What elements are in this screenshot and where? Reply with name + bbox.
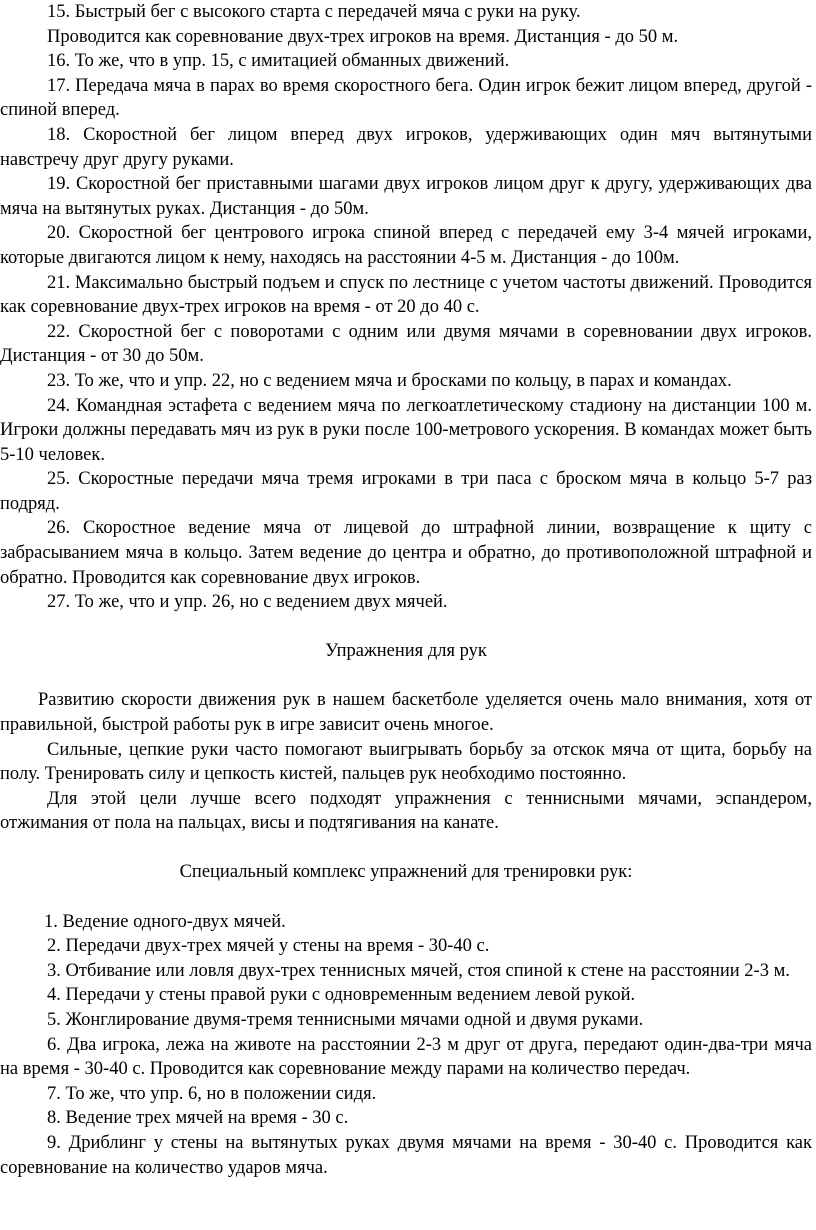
exercise-24: 24. Командная эстафета с ведением мяча по легкоатлетическому стадиону на дистанции 100 м. Игроки должны передавать мяч из рук в руки после 100-метрового ускорения. В командах может быть 5-10 человек.	[0, 395, 812, 465]
spacer	[0, 836, 812, 860]
exercise-15-note: Проводится как соревнование двух-трех игроков на время. Дистанция - до 50 м.	[47, 26, 679, 47]
exercise-17: 17. Передача мяча в парах во время скоростного бега. Один игрок бежит лицом вперед, другой - спиной вперед.	[0, 75, 812, 121]
complex-item-8: 8. Ведение трех мячей на время - 30 с.	[47, 1108, 349, 1129]
exercise-20: 20. Скоростной бег центрового игрока спиной вперед с передачей ему 3-4 мячей игроками, которые двигаются лицом к нему, находясь на расстоянии 4-5 м. Дистанция - до 100м.	[0, 223, 812, 268]
exercise-16: 16. То же, что в упр. 15, с имитацией обманных движений.	[47, 51, 510, 72]
complex-item-2: 2. Передачи двух-трех мячей у стены на время - 30-40 с.	[47, 936, 490, 957]
exercise-19: 19. Скоростной бег приставными шагами двух игроков лицом друг к другу, удерживающих два мяча на вытянутых руках. Дистанция - до 50м.	[0, 174, 812, 219]
exercise-21: 21. Максимально быстрый подъем и спуск по лестнице с учетом частоты движений. Проводится как соревнование двух-трех игроков на время - от 20 до 40 с.	[0, 272, 812, 318]
exercise-18: 18. Скоростной бег лицом вперед двух игроков, удерживающих один мяч вытянутыми навстречу друг другу руками.	[0, 124, 812, 170]
section-heading-complex: Специальный комплекс упражнений для тренировки рук:	[179, 862, 633, 882]
complex-item-3: 3. Отбивание или ловля двух-трех теннисных мячей, стоя спиной к стене на расстоянии 2-3 м.	[47, 960, 790, 981]
exercise-25: 25. Скоростные передачи мяча тремя игроками в три паса с броском мяча в кольцо 5-7 раз подряд.	[0, 469, 812, 514]
complex-item-6: 6. Два игрока, лежа на животе на расстоянии 2-3 м друг от друга, передают один-два-три мяча на время - 30-40 с. Проводится как соревнование между парами на количество передач.	[0, 1034, 812, 1080]
complex-item-5: 5. Жонглирование двумя-тремя теннисными мячами одной и двумя руками.	[47, 1009, 644, 1030]
exercise-22: 22. Скоростной бег с поворотами с одним или двумя мячами в соревновании двух игроков. Дистанция - от 30 до 50м.	[0, 321, 812, 367]
exercise-26: 26. Скоростное ведение мяча от лицевой до штрафной линии, возвращение к щиту с забрасыванием мяча в кольцо. Затем ведение до центра и обратно, до противоположной штрафной и обратно. Проводится как соревнование двух игроков.	[0, 518, 812, 588]
exercise-15: 15. Быстрый бег с высокого старта с передачей мяча с руки на руку.	[47, 2, 581, 22]
exercise-23: 23. То же, что и упр. 22, но с ведением мяча и бросками по кольцу, в парах и командах.	[47, 370, 732, 391]
arms-paragraph-1: Развитию скорости движения рук в нашем баскетболе уделяется очень мало внимания, хотя от правильной, быстрой работы рук в игре зависит очень многое.	[0, 690, 812, 736]
complex-item-4: 4. Передачи у стены правой руки с одновременным ведением левой рукой.	[47, 985, 636, 1006]
exercise-27: 27. То же, что и упр. 26, но с ведением двух мячей.	[47, 592, 448, 613]
spacer	[0, 885, 812, 910]
complex-item-9: 9. Дриблинг у стены на вытянутых руках двумя мячами на время - 30-40 с. Проводится как соревнование на количество ударов мяча.	[0, 1132, 812, 1178]
section-heading-arms: Упражнения для рук	[325, 640, 487, 661]
arms-paragraph-3: Для этой цели лучше всего подходят упражнения с теннисными мячами, эспандером, отжимания от пола на пальцах, висы и подтягивания на канате.	[0, 788, 812, 834]
complex-item-1: 1. Ведение одного-двух мячей.	[44, 911, 286, 932]
spacer	[0, 663, 812, 688]
spacer	[0, 615, 812, 639]
arms-paragraph-2: Сильные, цепкие руки часто помогают выигрывать борьбу за отскок мяча от щита, борьбу на полу. Тренировать силу и цепкость кистей, пальцев рук необходимо постоянно.	[0, 739, 812, 785]
complex-item-7: 7. То же, что упр. 6, но в положении сидя.	[47, 1083, 377, 1104]
